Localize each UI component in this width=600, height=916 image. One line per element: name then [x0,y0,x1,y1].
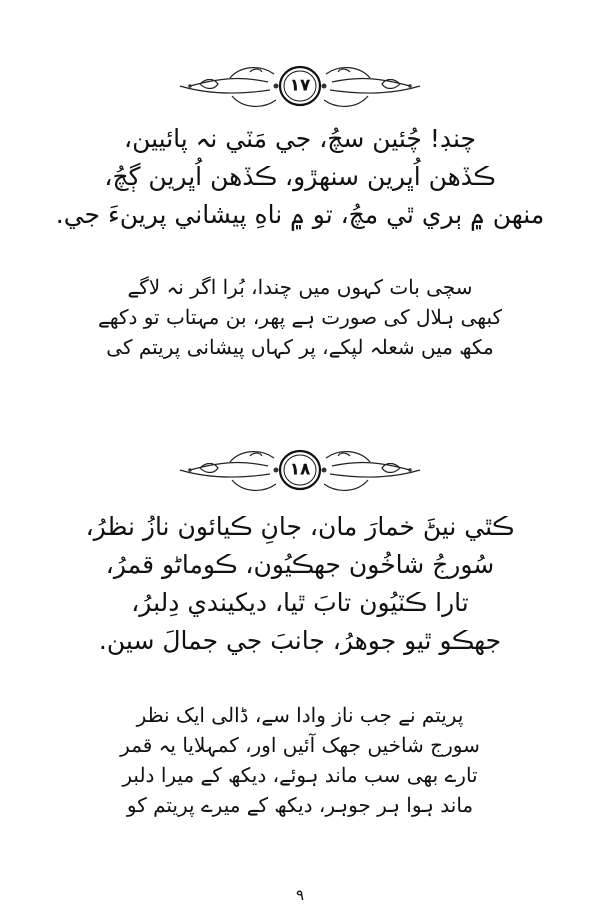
poem-number-ornament [170,56,430,116]
urdu-verse-line: مکھ میں شعلہ لپکے، پر کہاں پیشانی پریتم کی [106,335,494,359]
urdu-verse-line: سچی بات کہوں میں چندا، بُرا اگر نہ لاگے [127,275,473,299]
urdu-stanza [60,272,540,362]
poem-number-ornament [170,440,430,500]
urdu-stanza [60,700,540,820]
page-number: ٩ [295,886,305,904]
poem-number: ١٧ [289,75,311,96]
sindhi-verse-line: چنڊ! چُئين سچُ، جي مَٽي نہ پائيين، [124,124,476,153]
sindhi-verse-line: جهڪو ٿيو جوهرُ، جانبَ جي جمالَ سين. [98,626,502,655]
urdu-verse-line: سورج شاخیں جھک آئیں اور، کمہلایا یہ قمر [120,733,480,757]
sindhi-verse-line: ڪڏهن اُڀرين سنهڙو، ڪڏهن اُڀرين ڳچُ، [104,162,496,191]
urdu-verse-line: تارے بھی سب ماند ہوئے، دیکھ کے میرا دلبر [122,763,478,787]
sindhi-stanza [30,508,570,660]
urdu-verse-line: کبھی ہلال کی صورت ہے پھر، بن مہتاب تو دکھے [98,305,502,329]
sindhi-stanza [30,120,570,234]
sindhi-verse-line: تارا ڪٽيُون تابَ ٿيا، ديکيندي دِلبرُ، [131,588,469,617]
urdu-verse-line: ماند ہوا ہر جوہر، دیکھ کے میرے پریتم کو [126,793,474,817]
sindhi-verse-line: سُورجُ شاخُون جهڪيُون، ڪوماڻو قمرُ، [105,550,495,579]
sindhi-verse-line: ڪٿي نيڻَ خمارَ مان، جانِ ڪيائون نازُ نظرُ، [85,512,515,541]
urdu-verse-line: پریتم نے جب ناز وادا سے، ڈالی ایک نظر [136,703,464,727]
poem-number: ١٨ [289,459,311,480]
sindhi-verse-line: منهن ۾ ٻري ٿي مچُ، تو ۾ ناهِ پيشاني پرينءَ جي. [55,200,545,229]
